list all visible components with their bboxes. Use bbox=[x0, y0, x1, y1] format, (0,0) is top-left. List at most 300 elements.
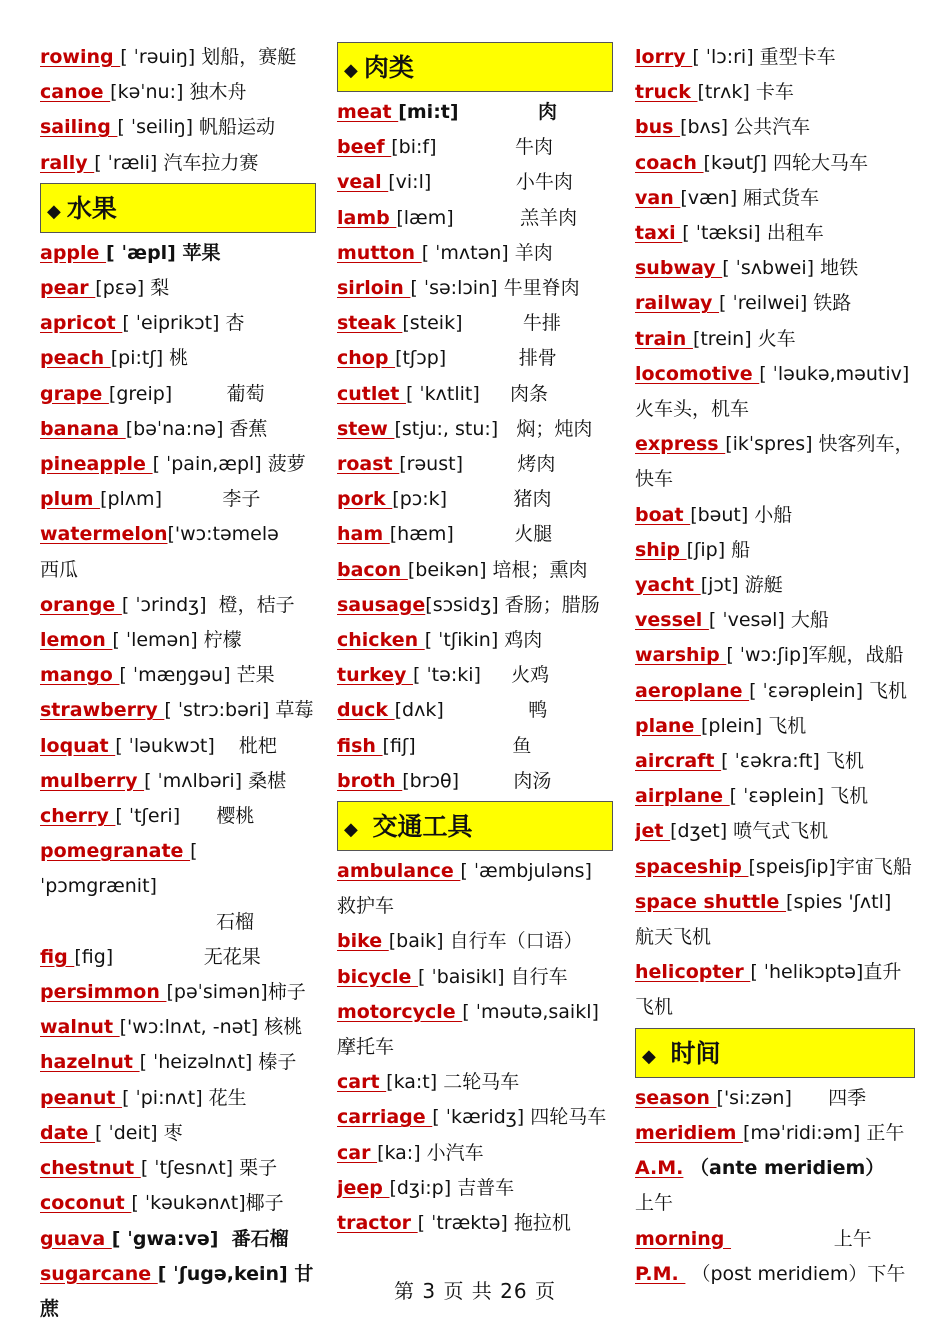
vocab-entry bbox=[635, 814, 915, 849]
english-word: season bbox=[635, 1086, 717, 1109]
vocab-entry bbox=[337, 764, 613, 799]
phonetic: [ ˈkəukənʌt] bbox=[131, 1192, 246, 1215]
vocab-entry bbox=[337, 517, 613, 552]
english-word: sugarcane bbox=[40, 1262, 158, 1285]
chinese-meaning: 卡车 bbox=[755, 81, 794, 104]
vocab-entry bbox=[337, 588, 613, 623]
english-word: pineapple bbox=[40, 453, 153, 476]
chinese-meaning: 铁路 bbox=[813, 292, 852, 315]
chinese-meaning: 橙，桔子 bbox=[218, 593, 295, 616]
vocab-entry bbox=[635, 146, 915, 181]
chinese-meaning: 飞机 bbox=[869, 679, 908, 702]
phonetic: [ ˈpɔmgrænit] bbox=[40, 840, 204, 898]
chinese-meaning: 吉普车 bbox=[457, 1176, 515, 1199]
english-word: hazelnut bbox=[40, 1051, 140, 1074]
chinese-meaning: 西瓜 bbox=[40, 558, 79, 581]
english-word: locomotive bbox=[635, 362, 760, 385]
vocab-entry bbox=[40, 1116, 316, 1151]
phonetic: [speisʃip] bbox=[748, 855, 836, 878]
phonetic: [ ˈləukə,məutiv] bbox=[759, 362, 915, 385]
english-word: sausage bbox=[337, 593, 426, 616]
chinese-meaning: 苹果 bbox=[182, 241, 221, 264]
english-word: aircraft bbox=[635, 750, 722, 773]
english-word: helicopter bbox=[635, 961, 751, 984]
phonetic: [ ˈhelikɔptə] bbox=[750, 961, 864, 984]
english-word: truck bbox=[635, 81, 698, 104]
vocab-entry bbox=[337, 447, 613, 482]
english-word: broth bbox=[337, 769, 403, 792]
english-word: pomegranate bbox=[40, 840, 191, 863]
vocab-entry bbox=[635, 75, 915, 110]
vocab-entry bbox=[635, 638, 915, 673]
phonetic: （post meridiem） bbox=[685, 1262, 868, 1285]
chinese-meaning: 船 bbox=[731, 538, 751, 561]
chinese-meaning: 快客列车，快车 bbox=[635, 433, 914, 491]
section-title: 交通工具 bbox=[363, 812, 473, 842]
phonetic: [ ˈheizəlnʌt] bbox=[139, 1051, 259, 1074]
english-word: fig bbox=[40, 945, 75, 968]
chinese-meaning: 四轮马车 bbox=[530, 1106, 607, 1129]
vocab-entry bbox=[40, 306, 316, 341]
english-word: mutton bbox=[337, 241, 422, 264]
english-word: steak bbox=[337, 312, 403, 335]
english-word: A.M. bbox=[635, 1157, 684, 1180]
chinese-meaning: 火车头，机车 bbox=[635, 398, 750, 421]
english-word: tractor bbox=[337, 1212, 418, 1235]
phonetic: [ ˈʃugə,kein] bbox=[157, 1262, 295, 1285]
phonetic: [pɔ:k] bbox=[392, 488, 514, 511]
phonetic: [ ˈtə:ki] bbox=[413, 664, 512, 687]
diamond-icon: ◆ bbox=[344, 60, 358, 81]
chinese-meaning: 猪肉 bbox=[513, 488, 552, 511]
phonetic: [spies 'ʃʌtl] bbox=[786, 890, 898, 913]
english-word: plane bbox=[635, 714, 701, 737]
phonetic: [stju:, stu:] bbox=[394, 417, 517, 440]
chinese-meaning: 独木舟 bbox=[189, 81, 247, 104]
phonetic: [ ˈeiprikɔt] bbox=[122, 312, 226, 335]
phonetic: [bəut] bbox=[690, 503, 755, 526]
chinese-meaning: 自行车 bbox=[510, 965, 568, 988]
chinese-meaning: 栗子 bbox=[239, 1157, 278, 1180]
vocab-entry bbox=[40, 412, 316, 447]
chinese-meaning: 大船 bbox=[790, 609, 829, 632]
english-word: coconut bbox=[40, 1192, 132, 1215]
chinese-meaning: 自行车（口语） bbox=[449, 930, 583, 953]
english-word: veal bbox=[337, 171, 389, 194]
phonetic: ['wɔ:təmelə bbox=[167, 523, 279, 546]
diamond-icon: ◆ bbox=[344, 819, 358, 841]
section-header bbox=[337, 42, 613, 92]
vocab-entry bbox=[40, 1151, 316, 1186]
english-word: rowing bbox=[40, 46, 121, 68]
vocab-entry bbox=[635, 498, 915, 533]
phonetic: [ ˈpi:nʌt] bbox=[122, 1086, 209, 1109]
phonetic: [ ˈtʃikin] bbox=[424, 629, 505, 652]
phonetic: [ ˈgwa:və] bbox=[111, 1227, 232, 1250]
chinese-meaning: 肉 bbox=[537, 101, 557, 123]
chinese-meaning: 葡萄 bbox=[226, 382, 265, 405]
phonetic: [ ˈseiliŋ] bbox=[117, 116, 200, 139]
english-word: apricot bbox=[40, 312, 123, 335]
english-word: cutlet bbox=[337, 382, 406, 405]
chinese-meaning: 杏 bbox=[225, 312, 245, 335]
english-word: airplane bbox=[635, 785, 730, 808]
english-word: boat bbox=[635, 503, 691, 526]
vocab-entry bbox=[635, 779, 915, 814]
english-word: lorry bbox=[635, 46, 693, 68]
english-word: peanut bbox=[40, 1086, 123, 1109]
vocab-entry bbox=[337, 201, 613, 236]
chinese-meaning: 排骨 bbox=[518, 347, 557, 370]
chinese-meaning: 烤肉 bbox=[517, 453, 556, 476]
chinese-meaning: 飞机 bbox=[825, 750, 864, 773]
chinese-meaning: 火车 bbox=[757, 327, 796, 350]
vocab-entry bbox=[337, 412, 613, 447]
phonetic: ['wɔ:lnʌt, -nət] bbox=[119, 1016, 265, 1039]
phonetic: [trein] bbox=[692, 327, 758, 350]
phonetic: [væn] bbox=[680, 186, 744, 209]
phonetic: [məˈridi:əm] bbox=[742, 1121, 867, 1144]
english-word: rally bbox=[40, 151, 95, 174]
chinese-meaning: 火鸡 bbox=[511, 664, 550, 687]
phonetic: [ ˈməutə,saikl] bbox=[462, 1000, 605, 1023]
phonetic: [ ˈlɔ:ri] bbox=[692, 46, 760, 68]
phonetic: [ ˈmæŋgəu] bbox=[119, 664, 237, 687]
phonetic: [mi:t] bbox=[398, 101, 538, 123]
phonetic: [ʃip] bbox=[686, 538, 732, 561]
vocab-entry bbox=[635, 110, 915, 145]
phonetic: [ ˈkʌtlit] bbox=[405, 382, 510, 405]
english-word: carriage bbox=[337, 1106, 433, 1129]
vocab-entry bbox=[337, 553, 613, 588]
phonetic: [jɔt] bbox=[700, 574, 745, 597]
english-word: beef bbox=[337, 136, 392, 159]
vocab-entry bbox=[337, 271, 613, 306]
english-word: chop bbox=[337, 347, 396, 370]
vocab-entry bbox=[337, 236, 613, 271]
phonetic: [pɛə] bbox=[95, 277, 151, 300]
chinese-meaning: 枇杷 bbox=[238, 734, 277, 757]
vocab-entry bbox=[40, 693, 316, 728]
column-3 bbox=[635, 40, 915, 1292]
vocab-entry bbox=[635, 850, 915, 885]
phonetic: [ ˈæmbjuləns] bbox=[460, 860, 598, 883]
phonetic: [bi:f] bbox=[391, 136, 516, 159]
chinese-meaning: 直升飞机 bbox=[635, 961, 902, 1019]
section-header bbox=[337, 801, 613, 851]
vocab-entry bbox=[40, 623, 316, 658]
english-word: walnut bbox=[40, 1016, 120, 1039]
phonetic: [plʌm] bbox=[100, 488, 223, 511]
vocab-entry bbox=[40, 1010, 316, 1045]
vocab-entry bbox=[40, 834, 316, 904]
chinese-meaning: 椰子 bbox=[245, 1192, 284, 1215]
chinese-meaning: 公共汽车 bbox=[734, 116, 811, 139]
chinese-meaning: 番石榴 bbox=[231, 1227, 289, 1250]
phonetic: [ ˈbaisikl] bbox=[418, 965, 511, 988]
phonetic: [ ˈləukwɔt] bbox=[115, 734, 239, 757]
vocab-entry bbox=[40, 940, 316, 975]
phonetic: [ ˈmʌlbəri] bbox=[144, 769, 249, 792]
english-word: plum bbox=[40, 488, 101, 511]
phonetic: [kəutʃ] bbox=[703, 151, 773, 174]
english-word: duck bbox=[337, 699, 395, 722]
vocab-entry bbox=[40, 271, 316, 306]
vocab-entry bbox=[40, 1045, 316, 1080]
vocab-entry bbox=[40, 729, 316, 764]
chinese-meaning: 菠萝 bbox=[267, 453, 306, 476]
vocab-entry bbox=[635, 533, 915, 568]
english-word: ambulance bbox=[337, 860, 461, 883]
vocab-entry bbox=[635, 251, 915, 286]
vocab-entry bbox=[337, 165, 613, 200]
chinese-meaning: 香蕉 bbox=[229, 417, 268, 440]
vocab-entry bbox=[635, 286, 915, 321]
english-word: warship bbox=[635, 644, 727, 667]
english-word: car bbox=[337, 1141, 378, 1164]
vocab-entry bbox=[40, 482, 316, 517]
vocab-entry bbox=[40, 75, 316, 110]
english-word: sailing bbox=[40, 116, 118, 139]
phonetic: [fiʃ] bbox=[382, 734, 513, 757]
english-word: motorcycle bbox=[337, 1000, 463, 1023]
phonetic: [dʒi:p] bbox=[389, 1176, 458, 1199]
vocab-entry bbox=[40, 341, 316, 376]
english-word: bicycle bbox=[337, 965, 419, 988]
english-word: fish bbox=[337, 734, 383, 757]
english-word: meat bbox=[337, 101, 399, 123]
section-title: 肉类 bbox=[363, 53, 414, 82]
phonetic: [ ˈæpl] bbox=[106, 241, 183, 264]
phonetic: [dʒet] bbox=[670, 820, 734, 843]
english-word: watermelon bbox=[40, 523, 168, 546]
chinese-meaning: 柿子 bbox=[267, 981, 306, 1004]
vocab-entry bbox=[40, 764, 316, 799]
diamond-icon: ◆ bbox=[642, 1045, 656, 1067]
phonetic: [ka:] bbox=[377, 1141, 427, 1164]
phonetic: [ ˈtʃesnʌt] bbox=[140, 1157, 240, 1180]
vocab-entry bbox=[337, 95, 613, 130]
chinese-meaning: 肉条 bbox=[509, 382, 548, 405]
vocab-entry bbox=[635, 322, 915, 357]
chinese-meaning: 无花果 bbox=[203, 945, 261, 968]
english-word: taxi bbox=[635, 222, 683, 245]
phonetic: [hæm] bbox=[389, 523, 515, 546]
english-word: subway bbox=[635, 257, 723, 280]
vocab-entry bbox=[635, 955, 915, 1025]
column-1 bbox=[40, 40, 316, 1327]
chinese-meaning: 石榴 bbox=[216, 910, 255, 933]
vocab-entry bbox=[337, 623, 613, 658]
phonetic: [ ˈstrɔ:bəri] bbox=[164, 699, 276, 722]
phonetic: [greip] bbox=[108, 382, 227, 405]
english-word: van bbox=[635, 186, 681, 209]
phonetic: [beikən] bbox=[407, 558, 493, 581]
english-word: jet bbox=[635, 820, 671, 843]
phonetic: [plein] bbox=[700, 714, 769, 737]
chinese-meaning: 桃 bbox=[169, 347, 189, 370]
vocab-entry bbox=[635, 181, 915, 216]
chinese-meaning: 草莓 bbox=[275, 699, 314, 722]
phonetic: [kəˈnu:] bbox=[110, 81, 190, 104]
vocab-entry bbox=[40, 377, 316, 412]
phonetic: [ ˈɛəplein] bbox=[729, 785, 831, 808]
chinese-meaning: 下午 bbox=[867, 1262, 906, 1285]
chinese-meaning: 地铁 bbox=[820, 257, 859, 280]
chinese-meaning: 厢式货车 bbox=[743, 186, 820, 209]
vocab-entry bbox=[337, 306, 613, 341]
phonetic: [vi:l] bbox=[388, 171, 516, 194]
vocab-entry bbox=[635, 568, 915, 603]
phonetic: [ ˈrəuiŋ] bbox=[120, 46, 202, 68]
phonetic: [ ˈlemən] bbox=[112, 629, 204, 652]
vocab-entry bbox=[635, 427, 915, 497]
vocab-entry bbox=[40, 588, 316, 623]
vocab-entry bbox=[337, 1136, 613, 1171]
phonetic: [ ˈtʃeri] bbox=[115, 805, 217, 828]
chinese-meaning: 航天飞机 bbox=[635, 926, 712, 949]
phonetic: [pəˈsimən] bbox=[166, 981, 268, 1004]
chinese-meaning: 羔羊肉 bbox=[520, 206, 578, 229]
english-word: turkey bbox=[337, 664, 413, 687]
phonetic: [trʌk] bbox=[697, 81, 756, 104]
english-word: lamb bbox=[337, 206, 397, 229]
chinese-meaning: 芒果 bbox=[236, 664, 275, 687]
chinese-meaning: 香肠；腊肠 bbox=[504, 593, 600, 616]
english-word: cart bbox=[337, 1071, 387, 1094]
vocab-entry bbox=[40, 40, 316, 75]
chinese-meaning: 李子 bbox=[222, 488, 261, 511]
english-word: railway bbox=[635, 292, 720, 315]
vocab-entry bbox=[337, 924, 613, 959]
phonetic: [pi:tʃ] bbox=[110, 347, 170, 370]
chinese-meaning: 牛里脊肉 bbox=[503, 277, 580, 300]
chinese-meaning: 四轮大马车 bbox=[772, 151, 868, 174]
vocab-entry bbox=[635, 674, 915, 709]
english-word: date bbox=[40, 1121, 96, 1144]
phonetic: [ ˈtræktə] bbox=[417, 1212, 514, 1235]
phonetic: [sɔsidʒ] bbox=[425, 593, 505, 616]
chinese-meaning: 汽车拉力赛 bbox=[163, 151, 259, 174]
chinese-meaning: 出租车 bbox=[766, 222, 824, 245]
vocab-entry bbox=[40, 447, 316, 482]
english-word: stew bbox=[337, 417, 395, 440]
vocab-entry bbox=[635, 709, 915, 744]
vocab-entry bbox=[40, 1186, 316, 1221]
chinese-meaning: 牛肉 bbox=[515, 136, 554, 159]
english-word: canoe bbox=[40, 81, 111, 104]
vocab-entry bbox=[337, 693, 613, 728]
phonetic: [steik] bbox=[402, 312, 523, 335]
chinese-meaning: 军舰，战船 bbox=[808, 644, 904, 667]
vocab-entry bbox=[337, 1206, 613, 1241]
english-word: morning bbox=[635, 1227, 732, 1250]
english-word: train bbox=[635, 327, 693, 350]
chinese-meaning: 榛子 bbox=[258, 1051, 297, 1074]
english-word: pear bbox=[40, 277, 96, 300]
section-title: 水果 bbox=[66, 193, 117, 223]
english-word: jeep bbox=[337, 1176, 390, 1199]
vocab-entry bbox=[337, 1065, 613, 1100]
chinese-meaning: 重型卡车 bbox=[759, 46, 836, 68]
chinese-meaning: 鸡肉 bbox=[504, 629, 543, 652]
phonetic: [ka:t] bbox=[386, 1071, 444, 1094]
chinese-meaning: 肉汤 bbox=[513, 769, 552, 792]
phonetic: [brɔθ] bbox=[402, 769, 514, 792]
phonetic: [ ˈɔrindʒ] bbox=[121, 593, 219, 616]
chinese-meaning: 桑椹 bbox=[248, 769, 287, 792]
phonetic: [ ˈsʌbwei] bbox=[722, 257, 821, 280]
vocab-entry bbox=[337, 130, 613, 165]
english-word: vessel bbox=[635, 609, 709, 632]
page-footer: 第 3 页 共 26 页 bbox=[394, 1279, 556, 1303]
english-word: bacon bbox=[337, 558, 408, 581]
phonetic: [tʃɔp] bbox=[395, 347, 519, 370]
phonetic: [ ˈkæridʒ] bbox=[432, 1106, 531, 1129]
phonetic: [ ˈvesəl] bbox=[708, 609, 791, 632]
english-word: spaceship bbox=[635, 855, 749, 878]
chinese-meaning: 梨 bbox=[150, 277, 170, 300]
english-word: persimmon bbox=[40, 981, 167, 1004]
english-word: express bbox=[635, 433, 726, 456]
english-word: loquat bbox=[40, 734, 116, 757]
phonetic: [ ˈtæksi] bbox=[682, 222, 767, 245]
vocab-entry bbox=[337, 341, 613, 376]
phonetic: [læm] bbox=[396, 206, 521, 229]
vocab-entry bbox=[40, 1222, 316, 1257]
phonetic: [ ˈmʌtən] bbox=[421, 241, 515, 264]
chinese-meaning: 焖；炖肉 bbox=[516, 417, 593, 440]
english-word: P.M. bbox=[635, 1262, 686, 1285]
english-word: apple bbox=[40, 241, 107, 264]
phonetic: [baik] bbox=[388, 930, 450, 953]
chinese-meaning: 宇宙飞船 bbox=[835, 855, 912, 878]
phonetic: [ ˈræli] bbox=[94, 151, 164, 174]
english-word: pork bbox=[337, 488, 393, 511]
english-word: bike bbox=[337, 930, 389, 953]
vocab-entry bbox=[635, 1151, 915, 1221]
english-word: strawberry bbox=[40, 699, 165, 722]
english-word: aeroplane bbox=[635, 679, 750, 702]
english-word: roast bbox=[337, 453, 400, 476]
english-word: space shuttle bbox=[635, 890, 787, 913]
section-header bbox=[40, 183, 316, 233]
english-word: mango bbox=[40, 664, 120, 687]
phonetic: [ikˈspres] bbox=[725, 433, 819, 456]
phonetic: [ ˈɛəkra:ft] bbox=[721, 750, 826, 773]
vocab-entry bbox=[337, 995, 613, 1065]
chinese-meaning: 喷气式飞机 bbox=[733, 820, 829, 843]
english-word: guava bbox=[40, 1227, 112, 1250]
english-word: coach bbox=[635, 151, 704, 174]
vocab-entry bbox=[337, 1171, 613, 1206]
english-word: chestnut bbox=[40, 1157, 141, 1180]
english-word: ham bbox=[337, 523, 390, 546]
phonetic: ['si:zən] bbox=[716, 1086, 829, 1109]
chinese-meaning: 核桃 bbox=[264, 1016, 303, 1039]
phonetic: [fig] bbox=[74, 945, 204, 968]
vocab-entry bbox=[635, 40, 915, 75]
english-word: ship bbox=[635, 538, 687, 561]
phonetic: （ante meridiem） bbox=[683, 1157, 885, 1180]
vocab-entry bbox=[337, 377, 613, 412]
phonetic: [ ˈpain,æpl] bbox=[152, 453, 268, 476]
phonetic bbox=[731, 1228, 834, 1250]
chinese-meaning: 小船 bbox=[754, 503, 793, 526]
chinese-meaning: 花生 bbox=[208, 1086, 247, 1109]
chinese-meaning: 枣 bbox=[163, 1121, 183, 1144]
phonetic: [rəust] bbox=[399, 453, 518, 476]
